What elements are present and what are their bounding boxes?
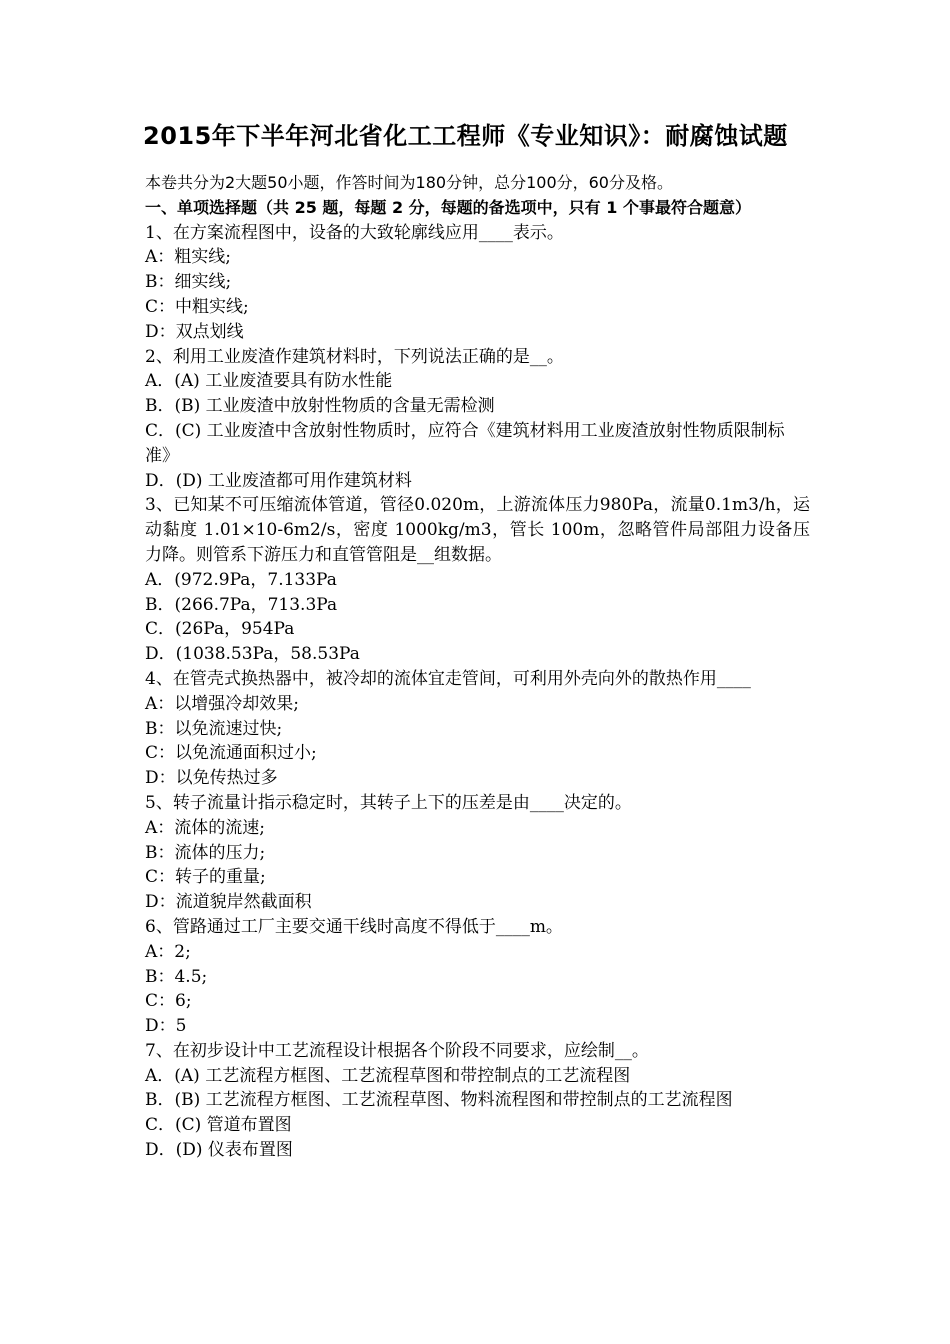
option-a: A：流体的流速; — [145, 817, 266, 838]
question-stem: 5、转子流量计指示稳定时，其转子上下的压差是由____决定的。 — [145, 792, 632, 813]
document-body — [145, 171, 810, 1163]
option-a: A．(972.9Pa，7.133Pa — [145, 569, 337, 590]
option-c: C：6; — [145, 991, 192, 1012]
option-a: A．(A) 工业废渣要具有防水性能 — [145, 371, 393, 392]
option-d: D．(D) 工业废渣都可用作建筑材料 — [145, 470, 412, 491]
option-a: A．(A) 工艺流程方框图、工艺流程草图和带控制点的工艺流程图 — [145, 1065, 631, 1086]
option-c: C．(26Pa，954Pa — [145, 619, 295, 640]
document-title: 2015年下半年河北省化工工程师《专业知识》：耐腐蚀试题 — [143, 122, 788, 150]
option-d: D．(1038.53Pa，58.53Pa — [145, 644, 360, 665]
option-c: C．(C) 管道布置图 — [145, 1115, 292, 1136]
option-d: D．(D) 仪表布置图 — [145, 1140, 293, 1161]
question-6 — [145, 915, 810, 1039]
option-b: B：4.5; — [145, 966, 208, 987]
option-c: C：中粗实线; — [145, 296, 249, 317]
option-b: B．(B) 工艺流程方框图、工艺流程草图、物料流程图和带控制点的工艺流程图 — [145, 1090, 733, 1111]
question-1 — [145, 221, 810, 345]
option-d: D：5 — [145, 1016, 187, 1037]
question-stem: 2、利用工业废渣作建筑材料时，下列说法正确的是__。 — [145, 346, 564, 367]
question-stem: 3、已知某不可压缩流体管道，管径0.020m，上游流体压力980Pa，流量0.1m3/h，运动黏度 1.01×10-6m2/s，密度 1000kg/m3，管长 100m，忽略管件局部阻力设备压力降。则管系下游压力和直管管阻是__组数据。 — [145, 495, 810, 565]
option-a: A：粗实线; — [145, 247, 232, 268]
question-stem: 4、在管壳式换热器中，被冷却的流体宜走管间，可利用外壳向外的散热作用____ — [145, 668, 751, 689]
option-a: A：以增强冷却效果; — [145, 693, 300, 714]
question-stem: 7、在初步设计中工艺流程设计根据各个阶段不同要求，应绘制__。 — [145, 1040, 649, 1061]
option-b: B．(266.7Pa，713.3Pa — [145, 594, 338, 615]
option-b: B：流体的压力; — [145, 842, 266, 863]
section-heading: 一、单项选择题（共 25 题，每题 2 分，每题的备选项中，只有 1 个事最符合题意） — [145, 197, 751, 217]
option-b: B．(B) 工业废渣中放射性物质的含量无需检测 — [145, 396, 495, 417]
question-2 — [145, 345, 810, 494]
option-d: D：双点划线 — [145, 321, 244, 342]
option-c: C：以免流通面积过小; — [145, 743, 317, 764]
question-3 — [145, 493, 810, 667]
option-d: D：以免传热过多 — [145, 768, 278, 789]
option-c: C．(C) 工业废渣中含放射性物质时，应符合《建筑材料用工业废渣放射性物质限制标准》 — [145, 420, 785, 466]
question-4 — [145, 667, 810, 791]
question-stem: 6、管路通过工厂主要交通干线时高度不得低于____m。 — [145, 916, 563, 937]
option-c: C：转子的重量; — [145, 867, 266, 888]
option-b: B：以免流速过快; — [145, 718, 283, 739]
exam-intro: 本卷共分为2大题50小题，作答时间为180分钟，总分100分，60分及格。 — [145, 173, 673, 192]
option-a: A：2; — [145, 941, 191, 962]
question-5 — [145, 791, 810, 915]
question-7 — [145, 1039, 810, 1163]
option-b: B：细实线; — [145, 272, 232, 293]
question-stem: 1、在方案流程图中，设备的大致轮廓线应用____表示。 — [145, 222, 564, 243]
option-d: D：流道貌岸然截面积 — [145, 892, 312, 913]
